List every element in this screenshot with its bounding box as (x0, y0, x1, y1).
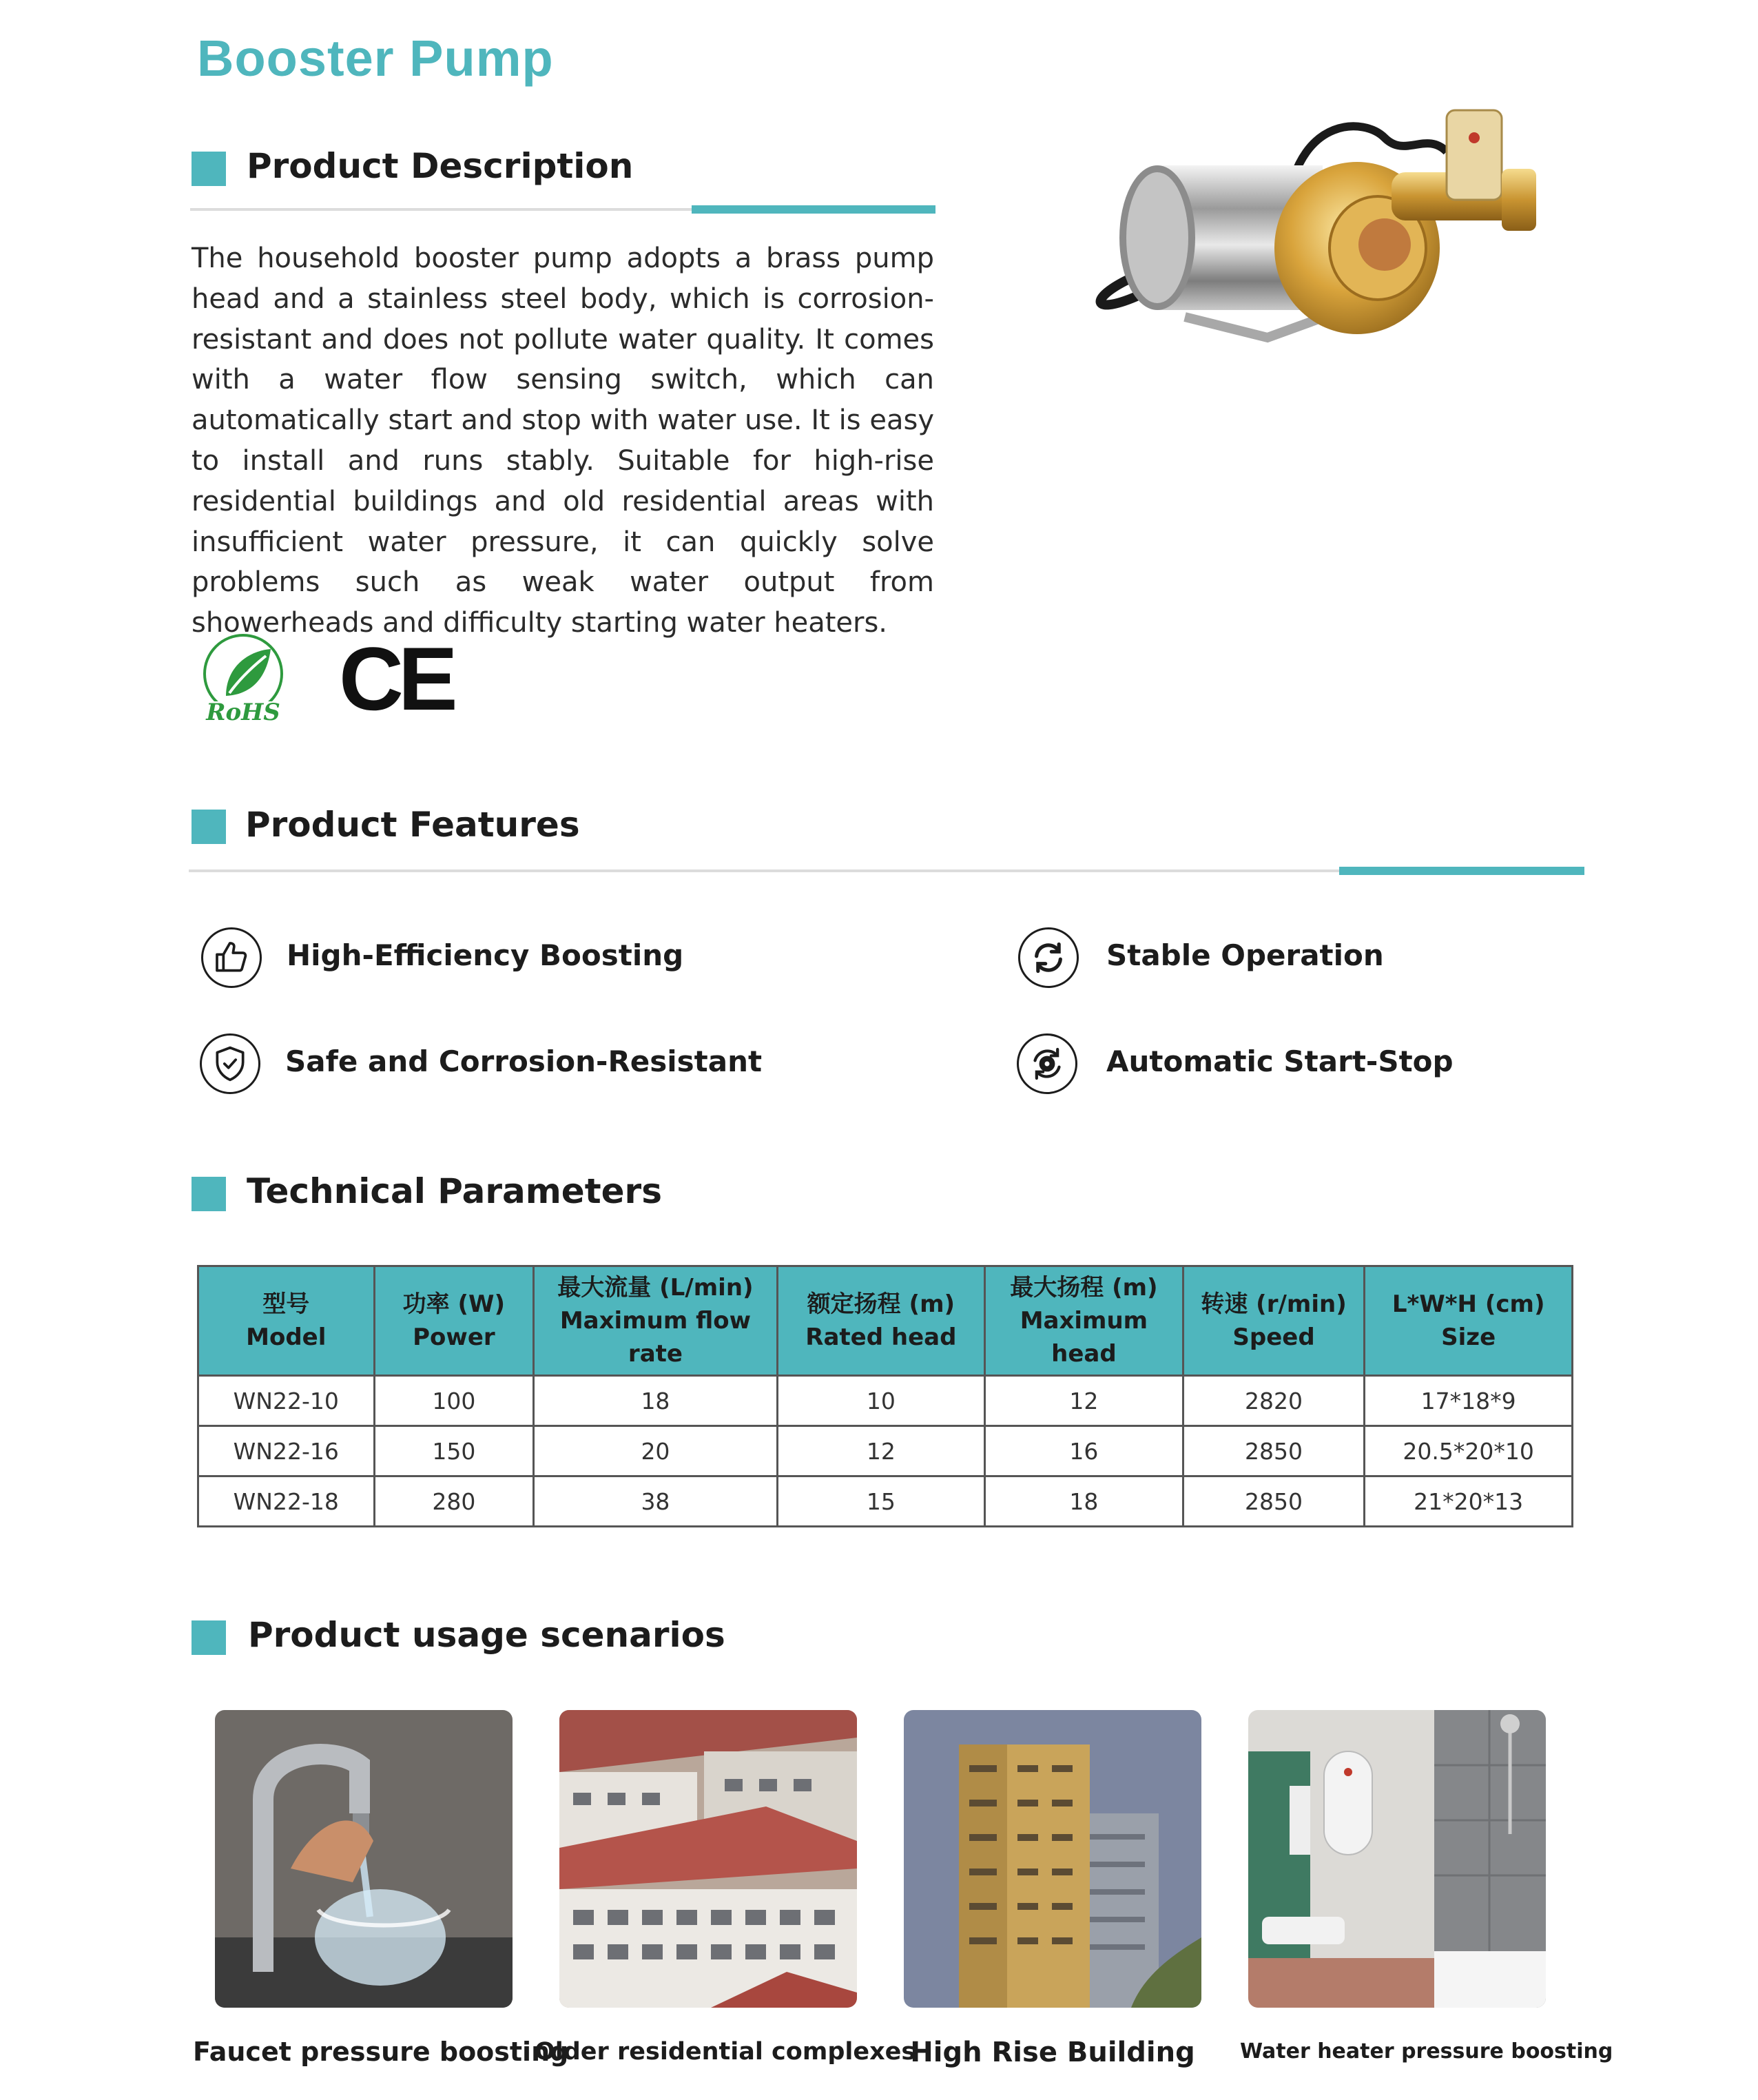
cell-power: 100 (374, 1376, 534, 1426)
rohs-logo (198, 634, 288, 726)
section-marker (192, 810, 226, 844)
feature-label: Automatic Start-Stop (1106, 1044, 1454, 1078)
section-title-features: Product Features (245, 805, 580, 845)
cell-model: WN22-18 (198, 1476, 375, 1527)
refresh-icon (1018, 927, 1079, 988)
cell-max-flow: 38 (534, 1476, 777, 1527)
cell-rated-head: 12 (777, 1426, 984, 1476)
cell-model: WN22-10 (198, 1376, 375, 1426)
cell-rated-head: 15 (777, 1476, 984, 1527)
section-marker (192, 1620, 226, 1655)
parameters-table (197, 1265, 1573, 1527)
section-marker (192, 152, 226, 186)
cell-speed: 2820 (1183, 1376, 1365, 1426)
section-marker (192, 1177, 226, 1211)
cell-max-head: 16 (985, 1426, 1183, 1476)
cell-power: 280 (374, 1476, 534, 1527)
page-title: Booster Pump (197, 30, 554, 87)
cell-max-flow: 18 (534, 1376, 777, 1426)
cell-rated-head: 10 (777, 1376, 984, 1426)
scenario-caption: Water heater pressure boosting (1240, 2039, 1613, 2063)
cell-speed: 2850 (1183, 1476, 1365, 1527)
ce-mark: CE (339, 628, 453, 729)
scenario-image-faucet (215, 1710, 513, 2008)
rohs-text: RoHS (206, 699, 280, 726)
feature-label: High-Efficiency Boosting (287, 938, 684, 972)
table-header-row (198, 1266, 1573, 1376)
scenario-image-high-rise (904, 1710, 1201, 2008)
column-header-max-flow: 最大流量 (L/min) Maximum flow rate (534, 1266, 777, 1376)
cell-size: 21*20*13 (1365, 1476, 1573, 1527)
cell-max-flow: 20 (534, 1426, 777, 1476)
feature-label: Safe and Corrosion-Resistant (285, 1044, 763, 1078)
section-divider-accent (692, 205, 935, 214)
scenario-caption: Faucet pressure boosting (193, 2037, 569, 2067)
column-header-speed: 转速 (r/min) Speed (1183, 1266, 1365, 1376)
scenario-image-residential (559, 1710, 857, 2008)
scenario-caption: High Rise Building (910, 2037, 1195, 2068)
column-header-power: 功率 (W) Power (374, 1266, 534, 1376)
auto-cycle-icon (1017, 1033, 1077, 1094)
column-header-model: 型号 Model (198, 1266, 375, 1376)
section-title-scenarios: Product usage scenarios (248, 1615, 725, 1655)
table-row (198, 1476, 1573, 1527)
shield-check-icon (200, 1033, 260, 1094)
cell-speed: 2850 (1183, 1426, 1365, 1476)
section-title-parameters: Technical Parameters (247, 1171, 662, 1211)
column-header-size: L*W*H (cm) Size (1365, 1266, 1573, 1376)
cell-size: 17*18*9 (1365, 1376, 1573, 1426)
column-header-rated-head: 额定扬程 (m) Rated head (777, 1266, 984, 1376)
section-divider-accent (1339, 867, 1584, 875)
cell-max-head: 18 (985, 1476, 1183, 1527)
table-row (198, 1376, 1573, 1426)
product-description: The household booster pump adopts a brass pump head and a stainless steel body, which is corrosion-resistant and does not pollute water quality. It comes with a water flow sensing switch, which can automatically start and stop with water use. It is easy to install and runs stably. Suitable for high-rise residential buildings and old residential areas with insufficient water pressure, it can quickly solve problems such as weak water output from showerheads and difficulty starting water heaters. (192, 243, 934, 639)
scenario-image-water-heater (1248, 1710, 1546, 2008)
scenario-caption: Older residential complexes (535, 2038, 916, 2066)
cell-max-head: 12 (985, 1376, 1183, 1426)
column-header-max-head: 最大扬程 (m) Maximum head (985, 1266, 1183, 1376)
product-image (1061, 90, 1543, 365)
section-title-description: Product Description (247, 146, 634, 186)
table-row (198, 1426, 1573, 1476)
feature-label: Stable Operation (1106, 938, 1384, 972)
thumbs-up-icon (201, 927, 262, 988)
cell-model: WN22-16 (198, 1426, 375, 1476)
cell-size: 20.5*20*10 (1365, 1426, 1573, 1476)
cell-power: 150 (374, 1426, 534, 1476)
